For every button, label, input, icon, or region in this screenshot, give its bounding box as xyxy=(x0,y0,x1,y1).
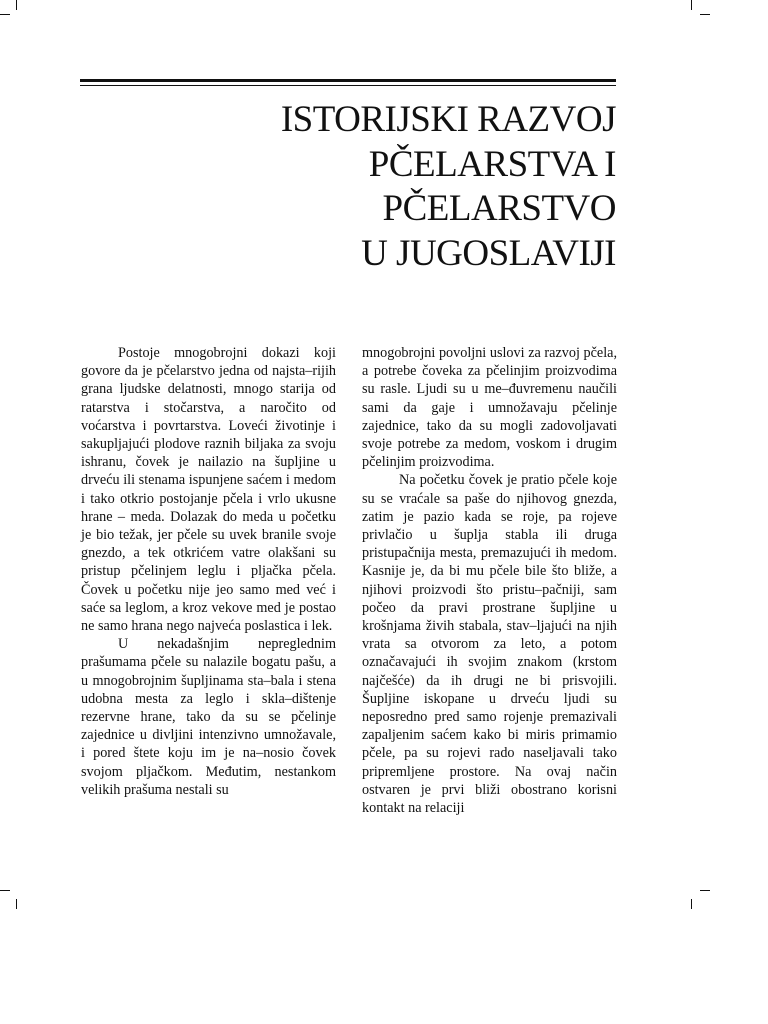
header-rule-thick xyxy=(80,79,616,82)
crop-mark xyxy=(0,14,10,15)
title-line: ISTORIJSKI RAZVOJ xyxy=(280,99,616,140)
text-column-right xyxy=(362,344,617,817)
paragraph: mnogobrojni povoljni uslovi za razvoj pčela, a potrebe čoveka za pčelinjim proizvodima su rasle. Ljudi su u me–đuvremenu naučili sami da gaje i umnožavaju pčelinje zajednice, tako da su mogli zadovoljavati svoje potrebe za medom, voskom i drugim pčelinjim proizvodima. xyxy=(362,345,617,471)
crop-mark xyxy=(0,890,10,891)
chapter-title xyxy=(156,98,616,276)
title-line: PČELARSTVO xyxy=(382,188,616,229)
header-rule-thin xyxy=(80,85,616,86)
paragraph: U nekadašnjim nepreglednim prašumama pčele su nalazile bogatu pašu, a u mnogobrojnim šupljinama sta–bala i stena udobna mesta za leglo i skla–dištenje rezervne hrane, tako da su se pčelinje zajednice u divljini intenzivno umnožavale, i pored štete koju im je na–nosio čovek svojom pljačkom. Međutim, nestankom velikih prašuma nestali su xyxy=(81,636,336,798)
paragraph: Na početku čovek je pratio pčele koje su se vraćale sa paše do njihovog gnezda, zatim je pazio kada se roje, pa rojeve privlačio u šuplja stabla ili druga pristupačnija mesta, premazujući ih medom. Kasnije je, da bi mu pčele bile što bliže, a njihovi proizvodi što pristu–pačniji, sam počeo da pravi prostrane šupljine u krošnjama živih stabala, stav–ljajući na njih vrata sa otvorom za leto, a potom označavajući ih svojim znakom (krstom najčešće) da ih drugi ne bi prisvojili. Šupljine iskopane u drveću ljudi su neposredno pred samo rojenje premazivali zapaljenim saćem kako bi miris primamio pčele, pa su rojevi rado naseljavali tako pripremljene prostore. Na ovaj način ostvaren je prvi bliži obostrano korisni kontakt na relaciji xyxy=(362,472,617,817)
crop-mark xyxy=(691,899,692,909)
crop-mark xyxy=(16,0,17,10)
crop-mark xyxy=(691,0,692,10)
crop-mark xyxy=(700,890,710,891)
title-line: PČELARSTVA I xyxy=(368,143,616,185)
paragraph: Postoje mnogobrojni dokazi koji govore da je pčelarstvo jedna od najsta–rijih grana ljudske delatnosti, mnogo starija od ratarstva i stočarstva, a naročito od voćarstva i povrtarstva. Loveći životinje i sakupljajući plodove raznih biljaka za svoju ishranu, čovek je nailazio na šupljine u drveću ili stenama ispunjene saćem i medom i tako otkrio postojanje pčela i vrlo ukusne hrane – meda. Dolazak do meda u početku je bio težak, jer pčele su uvek branile svoje gnezdo, a tek otkrićem vatre olakšani su pristup pčelinjem leglu i pljačka pčela. Čovek u početku nije jeo samo med već i saće sa leglom, a kroz vekove med je postao ne samo hrana nego najveća poslastica i lek. xyxy=(81,345,336,635)
crop-mark xyxy=(700,14,710,15)
crop-mark xyxy=(16,899,17,909)
text-column-left xyxy=(81,344,336,799)
title-line: U JUGOSLAVIJI xyxy=(361,232,616,274)
